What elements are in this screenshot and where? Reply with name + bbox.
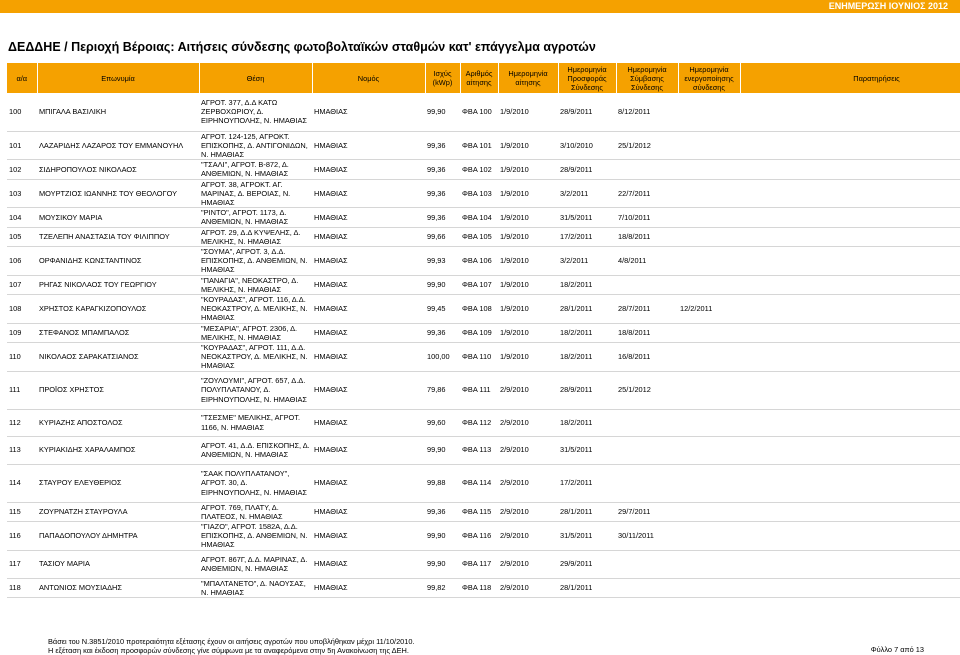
page-title: ΔΕΔΔΗΕ / Περιοχή Βέροιας: Αιτήσεις σύνδεσης φωτοβολταϊκών σταθμών κατ' επάγγελμα αγροτών xyxy=(8,40,596,54)
cell-power: 99,90 xyxy=(427,280,446,290)
table-row xyxy=(7,464,960,502)
footnote-line: Η εξέταση και έκδοση προσφορών σύνδεσης γίνε σύμφωνα με τα αναφερόμενα στην 5η Ανακοίνωση της ΔΕΗ. xyxy=(48,646,409,655)
cell-app-no: ΦΒΑ 115 xyxy=(462,507,492,517)
cell-name: ΑΝΤΩΝΙΟΣ ΜΟΥΣΙΑΔΗΣ xyxy=(39,583,122,593)
cell-activation-date: 12/2/2011 xyxy=(680,304,713,314)
cell-nomos: ΗΜΑΘΙΑΣ xyxy=(314,445,348,455)
cell-nomos: ΗΜΑΘΙΑΣ xyxy=(314,188,348,198)
cell-activation-date xyxy=(678,550,740,578)
cell-power: 99,36 xyxy=(427,188,446,198)
cell-aa: 110 xyxy=(9,352,21,362)
cell-position: ΑΓΡΟΤ. 867Γ, Δ.Δ. ΜΑΡΙΝΑΣ, Δ. ΑΝΘΕΜΙΩΝ, Ν. ΗΜΑΘΙΑΣ xyxy=(201,554,308,574)
cell-name: ΛΑΖΑΡΙΔΗΣ ΛΑΖΑΡΟΣ ΤΟΥ ΕΜΜΑΝΟΥΗΛ xyxy=(39,140,184,150)
cell-offer-date: 18/2/2011 xyxy=(560,280,593,290)
cell-contract-date xyxy=(616,436,678,464)
cell-activation-date xyxy=(678,246,740,275)
cell-nomos: ΗΜΑΘΙΑΣ xyxy=(314,559,348,569)
footnote-line: Βάσει του Ν.3851/2010 προτεραιότητα εξέτασης έχουν οι αιτήσεις αγροτών που υποβλήθηκαν μέχρι 11/10/2010. xyxy=(48,637,415,646)
update-date-label: ΕΝΗΜΕΡΩΣΗ ΙΟΥΝΙΟΣ 2012 xyxy=(828,1,948,11)
cell-activation-date xyxy=(678,464,740,502)
cell-app-no: ΦΒΑ 114 xyxy=(462,478,492,488)
cell-app-no: ΦΒΑ 105 xyxy=(462,232,492,242)
column-header: Ημερομηνία Προσφοράς Σύνδεσης xyxy=(558,63,616,93)
cell-app-date: 2/9/2010 xyxy=(500,417,529,427)
cell-notes xyxy=(740,550,960,578)
cell-app-date: 1/9/2010 xyxy=(500,280,529,290)
cell-app-no: ΦΒΑ 108 xyxy=(462,304,492,314)
cell-activation-date xyxy=(678,578,740,597)
column-header: α/α xyxy=(7,63,37,93)
cell-notes xyxy=(740,323,960,342)
cell-app-no: ΦΒΑ 118 xyxy=(462,583,492,593)
cell-app-no: ΦΒΑ 104 xyxy=(462,212,492,222)
table-row xyxy=(7,179,960,208)
cell-notes xyxy=(740,93,960,131)
cell-offer-date: 28/9/2011 xyxy=(560,164,593,174)
cell-power: 99,60 xyxy=(427,417,446,427)
cell-nomos: ΗΜΑΘΙΑΣ xyxy=(314,140,348,150)
table-row xyxy=(7,342,960,371)
cell-position: "ΜΕΣΑΡΙΑ", ΑΓΡΟΤ. 2306, Δ. ΜΕΛΙΚΗΣ, Ν. ΗΜΑΘΙΑΣ xyxy=(201,323,298,342)
cell-offer-date: 3/10/2010 xyxy=(560,140,593,150)
cell-app-date: 1/9/2010 xyxy=(500,140,529,150)
table-row xyxy=(7,93,960,131)
cell-app-no: ΦΒΑ 101 xyxy=(462,140,492,150)
cell-contract-date xyxy=(616,464,678,502)
cell-aa: 103 xyxy=(9,188,22,198)
cell-app-date: 2/9/2010 xyxy=(500,507,529,517)
column-header: Ημερομηνία Σύμβασης Σύνδεσης xyxy=(616,63,678,93)
cell-app-date: 2/9/2010 xyxy=(500,559,529,569)
cell-aa: 109 xyxy=(9,328,22,338)
cell-aa: 100 xyxy=(9,107,22,117)
cell-aa: 111 xyxy=(9,385,21,395)
cell-offer-date: 3/2/2011 xyxy=(560,256,589,266)
cell-activation-date xyxy=(678,208,740,227)
cell-app-date: 1/9/2010 xyxy=(500,352,529,362)
cell-app-no: ΦΒΑ 110 xyxy=(462,352,492,362)
column-header: Ισχύς (kWp) xyxy=(425,63,460,93)
cell-activation-date xyxy=(678,275,740,294)
cell-offer-date: 31/5/2011 xyxy=(560,212,593,222)
cell-name: ΤΑΣΙΟΥ ΜΑΡΙΑ xyxy=(39,559,90,569)
cell-notes xyxy=(740,294,960,323)
cell-offer-date: 18/2/2011 xyxy=(560,352,593,362)
cell-app-no: ΦΒΑ 109 xyxy=(462,328,492,338)
cell-contract-date: 25/1/2012 xyxy=(618,385,651,395)
cell-app-date: 2/9/2010 xyxy=(500,385,529,395)
cell-name: ΧΡΗΣΤΟΣ ΚΑΡΑΓΚΙΖΟΠΟΥΛΟΣ xyxy=(39,304,147,314)
cell-notes xyxy=(740,275,960,294)
cell-notes xyxy=(740,131,960,160)
cell-position: "ΡΙΝΤΟ", ΑΓΡΟΤ. 1173, Δ. ΑΝΘΕΜΙΩΝ, Ν. ΗΜΑΘΙΑΣ xyxy=(201,208,289,227)
cell-app-no: ΦΒΑ 106 xyxy=(462,256,492,266)
cell-contract-date xyxy=(616,550,678,578)
cell-aa: 102 xyxy=(9,164,22,174)
cell-name: ΣΤΑΥΡΟΥ ΕΛΕΥΘΕΡΙΟΣ xyxy=(39,478,122,488)
cell-activation-date xyxy=(678,502,740,521)
cell-nomos: ΗΜΑΘΙΑΣ xyxy=(314,417,348,427)
column-header: Παρατηρήσεις xyxy=(740,63,960,93)
cell-position: "ΚΟΥΡΑΔΑΣ", ΑΓΡΟΤ. 116, Δ.Δ. ΝΕΟΚΑΣΤΡΟΥ, Δ. ΜΕΛΙΚΗΣ, Ν. ΗΜΑΘΙΑΣ xyxy=(201,294,308,323)
cell-position: "ΓΙΑΖΟ", ΑΓΡΟΤ. 1582Α, Δ.Δ. ΕΠΙΣΚΟΠΗΣ, Δ. ΑΝΘΕΜΙΩΝ, Ν. ΗΜΑΘΙΑΣ xyxy=(201,521,308,550)
cell-notes xyxy=(740,246,960,275)
cell-position: "ΚΟΥΡΑΔΑΣ", ΑΓΡΟΤ. 111, Δ.Δ. ΝΕΟΚΑΣΤΡΟΥ, Δ. ΜΕΛΙΚΗΣ, Ν. ΗΜΑΘΙΑΣ xyxy=(201,342,308,371)
cell-power: 99,66 xyxy=(427,232,446,242)
cell-contract-date xyxy=(616,578,678,597)
cell-name: ΣΤΕΦΑΝΟΣ ΜΠΑΜΠΑΛΟΣ xyxy=(39,328,130,338)
cell-notes xyxy=(740,160,960,179)
table-row xyxy=(7,436,960,464)
cell-aa: 101 xyxy=(9,140,22,150)
cell-position: ΑΓΡΟΤ. 769, ΠΛΑΤΥ, Δ. ΠΛΑΤΕΟΣ, Ν. ΗΜΑΘΙΑΣ xyxy=(201,502,283,521)
cell-aa: 107 xyxy=(9,280,22,290)
cell-power: 99,36 xyxy=(427,164,446,174)
cell-app-date: 1/9/2010 xyxy=(500,328,529,338)
cell-app-no: ΦΒΑ 100 xyxy=(462,107,492,117)
table-row xyxy=(7,246,960,275)
cell-position: ΑΓΡΟΤ. 377, Δ.Δ ΚΑΤΩ ΖΕΡΒΟΧΩΡΙΟΥ, Δ. ΕΙΡΗΝΟΥΠΟΛΗΣ, Ν. ΗΜΑΘΙΑΣ xyxy=(201,97,307,126)
cell-aa: 113 xyxy=(9,445,21,455)
cell-app-no: ΦΒΑ 112 xyxy=(462,417,492,427)
cell-activation-date xyxy=(678,131,740,160)
column-header: Ημερομηνία αίτησης xyxy=(498,63,558,93)
cell-offer-date: 18/2/2011 xyxy=(560,417,593,427)
cell-contract-date: 18/8/2011 xyxy=(618,232,651,242)
cell-aa: 105 xyxy=(9,232,22,242)
cell-activation-date xyxy=(678,342,740,371)
applications-table xyxy=(7,63,960,598)
table-row xyxy=(7,521,960,550)
cell-name: ΜΟΥΡΤΖΙΟΣ ΙΩΑΝΝΗΣ ΤΟΥ ΘΕΟΛΟΓΟΥ xyxy=(39,188,178,198)
cell-nomos: ΗΜΑΘΙΑΣ xyxy=(314,352,348,362)
table-row xyxy=(7,131,960,160)
cell-position: ΑΓΡΟΤ. 29, Δ.Δ ΚΥΨΕΛΗΣ, Δ. ΜΕΛΙΚΗΣ, Ν. ΗΜΑΘΙΑΣ xyxy=(201,227,301,246)
cell-aa: 115 xyxy=(9,507,21,517)
cell-power: 99,36 xyxy=(427,212,446,222)
top-banner xyxy=(0,0,960,13)
cell-nomos: ΗΜΑΘΙΑΣ xyxy=(314,256,348,266)
cell-notes xyxy=(740,578,960,597)
cell-power: 99,90 xyxy=(427,445,446,455)
cell-aa: 116 xyxy=(9,531,21,541)
cell-app-date: 2/9/2010 xyxy=(500,531,529,541)
cell-app-date: 1/9/2010 xyxy=(500,188,529,198)
cell-contract-date: 18/8/2011 xyxy=(618,328,651,338)
cell-app-date: 1/9/2010 xyxy=(500,212,529,222)
cell-app-date: 2/9/2010 xyxy=(500,583,529,593)
cell-notes xyxy=(740,179,960,208)
cell-notes xyxy=(740,409,960,436)
cell-contract-date: 8/12/2011 xyxy=(618,107,651,117)
footnote xyxy=(48,637,415,655)
cell-power: 99,36 xyxy=(427,507,446,517)
cell-power: 99,36 xyxy=(427,328,446,338)
column-header: Επωνυμία xyxy=(37,63,199,93)
table-row xyxy=(7,550,960,578)
cell-notes xyxy=(740,436,960,464)
cell-nomos: ΗΜΑΘΙΑΣ xyxy=(314,280,348,290)
cell-position: "ΠΑΝΑΓΙΑ", ΝΕΟΚΑΣΤΡΟ, Δ. ΜΕΛΙΚΗΣ, Ν. ΗΜΑΘΙΑΣ xyxy=(201,275,299,294)
cell-position: "ΜΠΑΛΤΑΝΕΤΟ", Δ. ΝΑΟΥΣΑΣ, Ν. ΗΜΑΘΙΑΣ xyxy=(201,578,306,597)
cell-name: ΠΑΠΑΔΟΠΟΥΛΟΥ ΔΗΜΗΤΡΑ xyxy=(39,531,138,541)
cell-activation-date xyxy=(678,323,740,342)
cell-app-date: 2/9/2010 xyxy=(500,445,529,455)
cell-app-date: 1/9/2010 xyxy=(500,256,529,266)
cell-activation-date xyxy=(678,179,740,208)
cell-nomos: ΗΜΑΘΙΑΣ xyxy=(314,583,348,593)
cell-offer-date: 28/1/2011 xyxy=(560,304,593,314)
page-number: Φύλλο 7 από 13 xyxy=(870,645,924,654)
cell-app-date: 1/9/2010 xyxy=(500,232,529,242)
column-header: Νομός xyxy=(312,63,425,93)
cell-notes xyxy=(740,521,960,550)
cell-activation-date xyxy=(678,521,740,550)
cell-contract-date: 28/7/2011 xyxy=(618,304,651,314)
cell-nomos: ΗΜΑΘΙΑΣ xyxy=(314,212,348,222)
cell-name: ΚΥΡΙΑΖΗΣ ΑΠΟΣΤΟΛΟΣ xyxy=(39,417,123,427)
cell-app-no: ΦΒΑ 116 xyxy=(462,531,492,541)
cell-offer-date: 29/9/2011 xyxy=(560,559,593,569)
cell-notes xyxy=(740,208,960,227)
cell-power: 99,45 xyxy=(427,304,446,314)
cell-offer-date: 18/2/2011 xyxy=(560,328,593,338)
cell-name: ΜΟΥΣΙΚΟΥ ΜΑΡΙΑ xyxy=(39,212,103,222)
cell-activation-date xyxy=(678,93,740,131)
cell-notes xyxy=(740,342,960,371)
cell-nomos: ΗΜΑΘΙΑΣ xyxy=(314,232,348,242)
column-header: Αριθμός αίτησης xyxy=(460,63,498,93)
table-row xyxy=(7,323,960,342)
cell-offer-date: 17/2/2011 xyxy=(560,232,593,242)
table-row xyxy=(7,275,960,294)
cell-position: ΑΓΡΟΤ. 38, ΑΓΡΟΚΤ. ΑΓ. ΜΑΡΙΝΑΣ, Δ. ΒΕΡΟΙΑΣ, Ν. ΗΜΑΘΙΑΣ xyxy=(201,179,291,207)
cell-contract-date: 25/1/2012 xyxy=(618,140,651,150)
cell-contract-date: 29/7/2011 xyxy=(618,507,651,517)
table-row xyxy=(7,208,960,227)
cell-notes xyxy=(740,227,960,246)
cell-app-no: ΦΒΑ 103 xyxy=(462,188,492,198)
table-row xyxy=(7,160,960,179)
cell-notes xyxy=(740,502,960,521)
table-row xyxy=(7,502,960,521)
cell-power: 99,88 xyxy=(427,478,446,488)
cell-name: ΣΙΔΗΡΟΠΟΥΛΟΣ ΝΙΚΟΛΑΟΣ xyxy=(39,164,137,174)
cell-app-no: ΦΒΑ 113 xyxy=(462,445,492,455)
cell-app-date: 1/9/2010 xyxy=(500,164,529,174)
cell-contract-date: 16/8/2011 xyxy=(618,352,651,362)
cell-activation-date xyxy=(678,409,740,436)
cell-app-no: ΦΒΑ 107 xyxy=(462,280,492,290)
cell-nomos: ΗΜΑΘΙΑΣ xyxy=(314,328,348,338)
cell-activation-date xyxy=(678,436,740,464)
cell-offer-date: 31/5/2011 xyxy=(560,445,593,455)
cell-power: 99,82 xyxy=(427,583,446,593)
cell-aa: 108 xyxy=(9,304,22,314)
cell-contract-date: 22/7/2011 xyxy=(618,188,651,198)
cell-name: ΡΗΓΑΣ ΝΙΚΟΛΑΟΣ ΤΟΥ ΓΕΩΡΓΙΟΥ xyxy=(39,280,157,290)
cell-aa: 106 xyxy=(9,256,22,266)
cell-position: ΑΓΡΟΤ. 41, Δ.Δ. ΕΠΙΣΚΟΠΗΣ, Δ. ΑΝΘΕΜΙΩΝ, Ν. ΗΜΑΘΙΑΣ xyxy=(201,440,310,460)
table-body xyxy=(7,93,960,598)
cell-offer-date: 17/2/2011 xyxy=(560,478,593,488)
cell-contract-date xyxy=(616,275,678,294)
cell-nomos: ΗΜΑΘΙΑΣ xyxy=(314,478,348,488)
cell-contract-date: 30/11/2011 xyxy=(618,531,654,541)
cell-nomos: ΗΜΑΘΙΑΣ xyxy=(314,107,348,117)
cell-activation-date xyxy=(678,160,740,179)
cell-offer-date: 3/2/2011 xyxy=(560,188,589,198)
cell-app-no: ΦΒΑ 111 xyxy=(462,385,491,395)
cell-position: "ΣΑΑΚ ΠΟΛΥΠΛΑΤΑΝΟΥ", ΑΓΡΟΤ. 30, Δ. ΕΙΡΗΝΟΥΠΟΛΗΣ, Ν. ΗΜΑΘΙΑΣ xyxy=(201,469,307,497)
cell-power: 99,36 xyxy=(427,140,446,150)
cell-app-date: 1/9/2010 xyxy=(500,304,529,314)
cell-name: ΠΡΟΪΟΣ ΧΡΗΣΤΟΣ xyxy=(39,385,104,395)
table-row xyxy=(7,294,960,323)
table-row xyxy=(7,227,960,246)
cell-name: ΝΙΚΟΛΑΟΣ ΣΑΡΑΚΑΤΣΙΑΝΟΣ xyxy=(39,352,139,362)
cell-position: "ΣΟΥΜΑ", ΑΓΡΟΤ. 3, Δ.Δ. ΕΠΙΣΚΟΠΗΣ, Δ. ΑΝΘΕΜΙΩΝ, Ν. ΗΜΑΘΙΑΣ xyxy=(201,246,308,275)
cell-position: ΑΓΡΟΤ. 124-125, ΑΓΡΟΚΤ. ΕΠΙΣΚΟΠΗΣ, Δ. ΑΝΤΙΓΟΝΙΔΩΝ, Ν. ΗΜΑΘΙΑΣ xyxy=(201,131,308,159)
cell-aa: 114 xyxy=(9,478,21,488)
cell-nomos: ΗΜΑΘΙΑΣ xyxy=(314,164,348,174)
cell-aa: 118 xyxy=(9,583,21,593)
cell-name: ΤΖΕΛΕΠΗ ΑΝΑΣΤΑΣΙΑ ΤΟΥ ΦΙΛΙΠΠΟΥ xyxy=(39,232,170,242)
cell-position: "ΖΟΥΛΟΥΜΙ", ΑΓΡΟΤ. 657, Δ.Δ. ΠΟΛΥΠΛΑΤΑΝΟΥ, Δ. ΕΙΡΗΝΟΥΠΟΛΗΣ, Ν. ΗΜΑΘΙΑΣ xyxy=(201,376,307,404)
cell-aa: 104 xyxy=(9,212,22,222)
cell-activation-date xyxy=(678,371,740,409)
cell-contract-date xyxy=(616,409,678,436)
cell-power: 79,86 xyxy=(427,385,446,395)
cell-app-date: 2/9/2010 xyxy=(500,478,529,488)
table-row xyxy=(7,371,960,409)
table-row xyxy=(7,578,960,597)
cell-nomos: ΗΜΑΘΙΑΣ xyxy=(314,531,348,541)
cell-aa: 117 xyxy=(9,559,21,569)
cell-app-no: ΦΒΑ 117 xyxy=(462,559,492,569)
cell-offer-date: 28/1/2011 xyxy=(560,583,593,593)
cell-power: 99,90 xyxy=(427,531,446,541)
cell-nomos: ΗΜΑΘΙΑΣ xyxy=(314,304,348,314)
table-header-row xyxy=(7,63,960,93)
cell-offer-date: 28/1/2011 xyxy=(560,507,593,517)
cell-app-no: ΦΒΑ 102 xyxy=(462,164,492,174)
cell-offer-date: 31/5/2011 xyxy=(560,531,593,541)
cell-activation-date xyxy=(678,227,740,246)
cell-offer-date: 28/9/2011 xyxy=(560,107,593,117)
cell-position: "ΤΣΕΣΜΕ" ΜΕΛΙΚΗΣ, ΑΓΡΟΤ. 1166, Ν. ΗΜΑΘΙΑΣ xyxy=(201,413,301,432)
cell-app-date: 1/9/2010 xyxy=(500,107,529,117)
table-row xyxy=(7,409,960,436)
cell-offer-date: 28/9/2011 xyxy=(560,385,593,395)
cell-name: ΜΠΙΓΑΛΑ ΒΑΣΙΛΙΚΗ xyxy=(39,107,107,117)
cell-contract-date xyxy=(616,160,678,179)
cell-power: 99,93 xyxy=(427,256,446,266)
cell-name: ΟΡΦΑΝΙΔΗΣ ΚΩΝΣΤΑΝΤΙΝΟΣ xyxy=(39,256,142,266)
cell-position: "ΤΣΑΛΙ", ΑΓΡΟΤ. Β-872, Δ. ΑΝΘΕΜΙΩΝ, Ν. ΗΜΑΘΙΑΣ xyxy=(201,160,289,179)
cell-nomos: ΗΜΑΘΙΑΣ xyxy=(314,507,348,517)
column-header: Θέση xyxy=(199,63,312,93)
cell-power: 99,90 xyxy=(427,559,446,569)
cell-name: ΚΥΡΙΑΚΙΔΗΣ ΧΑΡΑΛΑΜΠΟΣ xyxy=(39,445,136,455)
column-header: Ημερομηνία ενεργοποίησης σύνδεσης xyxy=(678,63,740,93)
cell-nomos: ΗΜΑΘΙΑΣ xyxy=(314,385,348,395)
cell-aa: 112 xyxy=(9,417,21,427)
cell-name: ΖΟΥΡΝΑΤΖΗ ΣΤΑΥΡΟΥΛΑ xyxy=(39,507,128,517)
cell-notes xyxy=(740,371,960,409)
cell-contract-date: 7/10/2011 xyxy=(618,212,651,222)
cell-contract-date: 4/8/2011 xyxy=(618,256,647,266)
cell-notes xyxy=(740,464,960,502)
cell-power: 99,90 xyxy=(427,107,446,117)
cell-power: 100,00 xyxy=(427,352,450,362)
